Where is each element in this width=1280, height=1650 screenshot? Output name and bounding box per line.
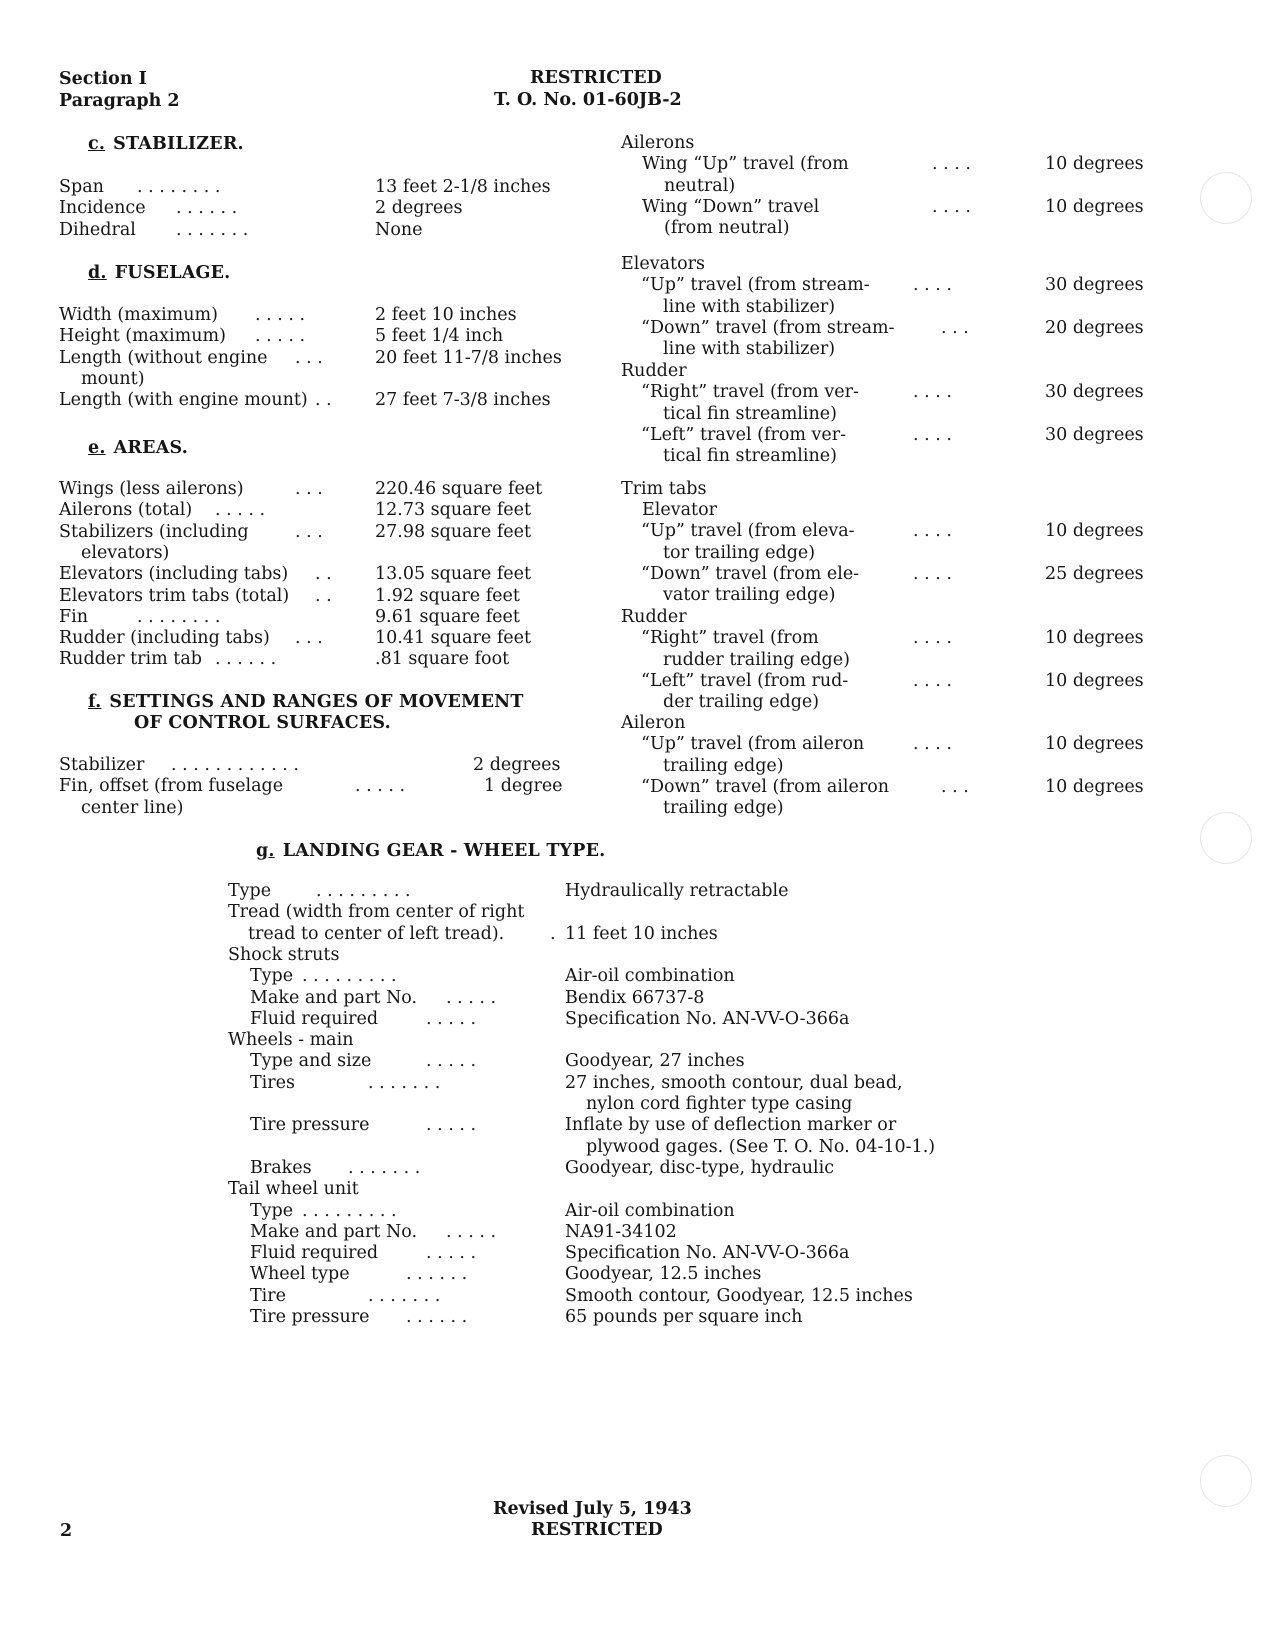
table-row [59,305,579,326]
table-row [641,521,1144,563]
leader-dots: . . . . [913,521,952,542]
leader-dots: . . . . . . . . . [316,881,411,901]
row-label: Wheel type [250,1264,350,1285]
leader-dots: . . . . [913,628,952,649]
row-value: 1.92 square feet [375,585,520,606]
row-value: Hydraulically retractable [565,881,789,901]
table-row [250,1051,990,1072]
table-row [641,734,1144,776]
to-number: T. O. No. 01-60JB-2 [494,90,682,110]
row-label: Wing “Up” travel (from [642,154,849,175]
row-label-continuation: line with stabilizer) [663,296,836,317]
leader-dots: . . . [941,776,969,797]
row-label-continuation: trailing edge) [663,798,784,819]
row-label-continuation: tical fin streamline) [663,403,837,424]
table-row [59,198,579,219]
row-value: Goodyear, 12.5 inches [565,1264,762,1285]
leader-dots: . . . . . . . [348,1157,421,1178]
table-row [250,1158,990,1179]
row-value: Specification No. AN-VV-O-366a [565,1243,850,1264]
row-value: 27.98 square feet [375,521,532,542]
page-number: 2 [60,1521,73,1541]
row-label: Span [59,177,104,197]
table-row [59,521,579,563]
row-label: Ailerons (total) [59,500,193,521]
leader-dots: . . . . . . . . . [302,1200,397,1221]
row-label: Elevators trim tabs (total) [59,585,290,606]
row-value-continuation: nylon cord fighter type casing [586,1093,853,1114]
table-row [250,1286,990,1307]
table-row [250,966,990,987]
leader-dots: . [550,923,556,944]
row-label: Make and part No. [250,987,418,1008]
row-label: Incidence [59,198,146,219]
row-label: Length (with engine mount) [59,390,308,411]
table-row [641,628,1144,670]
row-value-continuation: plywood gages. (See T. O. No. 04-10-1.) [586,1136,936,1157]
row-value: 20 degrees [1045,317,1144,338]
table-row [250,1264,990,1285]
row-label: Type [250,966,294,987]
row-label-continuation: tical fin streamline) [663,446,837,467]
punch-hole-mark [1200,812,1252,864]
table-row [59,564,579,585]
leader-dots: . . . . . [426,1243,477,1264]
row-value: 2 degrees [473,755,561,775]
row-label-continuation: (from neutral) [664,218,790,239]
row-value: Air-oil combination [565,1200,735,1221]
row-label: Length (without engine [59,347,268,368]
group-title: Rudder [621,361,687,381]
heading-title: LANDING GEAR - WHEEL TYPE. [282,841,606,861]
leader-dots: . . . . . [255,326,306,347]
group-title: Wheels - main [228,1030,354,1051]
row-value: 9.61 square feet [375,606,520,627]
table-row [59,776,579,818]
leader-dots: . . . . . [426,1115,477,1136]
table-row [250,988,990,1009]
leader-dots: . . . . . . [176,198,238,219]
row-label: Width (maximum) [59,305,218,325]
row-value: 2 feet 10 inches [375,305,517,325]
row-label: Rudder (including tabs) [59,628,270,649]
leader-dots: . . . . . . [215,649,277,670]
row-label: Type and size [250,1051,372,1072]
row-value: Goodyear, disc-type, hydraulic [565,1157,835,1178]
heading-title: FUSELAGE. [114,263,231,283]
group-title: Ailerons [621,133,695,153]
subgroup-title: Elevator [642,500,717,520]
group-title: Trim tabs [621,479,707,499]
classification-footer: RESTRICTED [531,1520,663,1540]
table-row [250,1115,990,1157]
row-label-continuation: line with stabilizer) [663,339,836,360]
row-value: 25 degrees [1045,563,1144,584]
leader-dots: . . [315,390,332,411]
row-value: Air-oil combination [565,966,735,987]
table-row [250,1243,990,1264]
leader-dots: . . . . . [355,776,406,797]
leader-dots: . . . . . . . [176,219,249,240]
row-label: “Left” travel (from rud- [641,670,849,691]
row-label-continuation: mount) [81,368,145,389]
paragraph-label: Paragraph 2 [59,91,180,111]
table-row [59,500,579,521]
row-value: 10 degrees [1045,734,1144,755]
heading-title: AREAS. [113,438,188,458]
table-row [250,1201,990,1222]
row-value: 5 feet 1/4 inch [375,326,504,347]
row-label: “Left” travel (from ver- [641,424,847,445]
row-value: 10 degrees [1045,521,1144,542]
row-value: NA91-34102 [565,1221,677,1242]
group-title: Elevators [621,254,705,274]
row-value: 10 degrees [1045,670,1144,691]
leader-dots: . . . . . [446,1221,497,1242]
leader-dots: . . . [295,521,323,542]
row-value: 10 degrees [1045,628,1144,649]
table-row [59,649,579,670]
revision-date: Revised July 5, 1943 [493,1499,692,1519]
table-row [59,347,579,389]
heading-letter: d. [88,263,107,283]
leader-dots: . . . . [913,563,952,584]
row-value: Goodyear, 27 inches [565,1051,745,1072]
table-row [59,755,579,776]
areas-heading [88,438,188,459]
row-value: 65 pounds per square inch [565,1307,803,1327]
row-label: Fin, offset (from fuselage [59,776,284,797]
leader-dots: . . . . [913,670,952,691]
leader-dots: . . . . . . . [368,1285,441,1306]
table-row [59,607,579,628]
row-label-continuation: tor trailing edge) [663,542,816,563]
table-row [641,563,1144,606]
row-label: Tread (width from center of right [228,902,525,923]
table-row [642,196,1144,239]
row-value: 10 degrees [1045,776,1144,797]
heading-title: STABILIZER. [113,134,244,154]
row-value: Bendix 66737-8 [565,987,705,1008]
row-label: Elevators (including tabs) [59,564,289,585]
settings-heading [88,692,524,713]
table-row [641,670,1144,713]
leader-dots: . . . . . . . . . . . . [171,755,299,775]
row-label: Fluid required [250,1243,379,1264]
row-value: Inflate by use of deflection marker or [565,1115,897,1136]
leader-dots: . . . . . . . . . [302,966,397,987]
table-row [59,326,579,347]
row-label-continuation: elevators) [81,542,170,563]
row-value: 10.41 square feet [375,628,532,649]
leader-dots: . . . [295,347,323,368]
row-value: 1 degree [484,776,563,797]
row-value: Specification No. AN-VV-O-366a [565,1008,850,1029]
row-value: 10 degrees [1045,196,1144,217]
row-value: 13.05 square feet [375,564,532,585]
leader-dots: . . [315,585,332,606]
heading-letter: g. [256,841,275,861]
stabilizer-heading [88,134,244,155]
table-row [250,1307,990,1328]
table-row [59,220,579,241]
table-row [250,1072,990,1114]
row-label: Dihedral [59,219,136,240]
row-label: Rudder trim tab [59,649,202,670]
table-row [641,776,1144,819]
classification-header: RESTRICTED [530,68,662,88]
row-label: Brakes [250,1157,312,1178]
row-label: Tire pressure [250,1307,370,1327]
table-row [641,317,1144,360]
table-row [250,1222,990,1243]
row-label-continuation: rudder trailing edge) [663,649,850,670]
row-value: .81 square foot [375,649,510,670]
table-row [59,586,579,607]
punch-hole-mark [1200,1455,1252,1507]
row-value: 220.46 square feet [375,479,543,499]
row-value: 30 degrees [1045,382,1144,403]
row-label: “Down” travel (from ele- [641,563,860,584]
row-label: “Up” travel (from aileron [641,734,865,755]
table-row [59,628,579,649]
table-row [641,424,1144,467]
row-label-continuation: center line) [81,797,184,818]
row-label: Tire [250,1285,286,1306]
leader-dots: . . [315,564,332,585]
row-value: 2 degrees [375,198,463,219]
subgroup-title: Aileron [621,713,686,733]
row-label: “Right” travel (from [641,628,819,649]
leader-dots: . . . . . . [406,1264,468,1285]
row-value: None [375,219,423,240]
table-row [250,1009,990,1030]
row-label-continuation: trailing edge) [663,755,784,776]
landing-gear-heading [256,841,605,862]
leader-dots: . . . . [932,196,971,217]
row-value: 13 feet 2-1/8 inches [375,177,551,197]
settings-heading-line2: OF CONTROL SURFACES. [134,713,391,733]
row-label: Type [250,1200,294,1221]
group-title: Shock struts [228,944,340,965]
leader-dots: . . . [295,479,323,499]
heading-letter: f. [88,692,102,712]
row-value: 11 feet 10 inches [565,923,718,944]
subgroup-title: Rudder [621,607,687,627]
heading-letter: e. [88,438,106,458]
leader-dots: . . . . [913,382,952,403]
table-row [228,881,988,902]
leader-dots: . . . . . . . [368,1072,441,1093]
row-label: Height (maximum) [59,326,226,347]
section-label: Section I [59,69,147,89]
leader-dots: . . . . [913,734,952,755]
leader-dots: . . . . . [215,500,266,521]
row-value: 30 degrees [1045,275,1144,296]
leader-dots: . . . . . [426,1051,477,1072]
leader-dots: . . . . . [255,305,306,325]
row-label: Fin [59,606,89,627]
row-label: “Down” travel (from stream- [641,317,895,338]
row-value: 27 inches, smooth contour, dual bead, [565,1072,903,1093]
row-value: 20 feet 11-7/8 inches [375,347,562,368]
row-label: “Up” travel (from stream- [641,275,870,296]
row-label: Make and part No. [250,1221,418,1242]
group-title: Tail wheel unit [228,1179,359,1200]
leader-dots: . . . [295,628,323,649]
table-row [642,154,1144,196]
row-label: Type [228,881,272,901]
leader-dots: . . . . [913,424,952,445]
heading-title-line1: SETTINGS AND RANGES OF MOVEMENT [109,692,524,712]
fuselage-heading [88,263,230,284]
row-label-continuation: tread to center of left tread). [248,923,505,944]
punch-hole-mark [1200,172,1252,224]
row-label: “Right” travel (from ver- [641,382,859,403]
leader-dots: . . . . . . . . [137,177,221,197]
row-label-continuation: vator trailing edge) [663,585,836,606]
leader-dots: . . . . . . . . [137,606,221,627]
row-value: 27 feet 7-3/8 inches [375,390,551,411]
table-row [59,390,579,411]
row-label: “Up” travel (from eleva- [641,521,855,542]
row-label: Wing “Down” travel [642,196,820,217]
row-label-continuation: neutral) [664,175,736,196]
row-label: Tires [250,1072,295,1093]
row-label: Fluid required [250,1008,379,1029]
leader-dots: . . . . [932,154,971,175]
table-row [59,479,579,500]
row-label: Stabilizer [59,755,145,775]
table-row [641,275,1144,317]
row-value: 30 degrees [1045,424,1144,445]
leader-dots: . . . . . [446,987,497,1008]
leader-dots: . . . . [913,275,952,296]
table-row [641,382,1144,424]
row-label: Wings (less ailerons) [59,479,244,499]
row-label: Stabilizers (including [59,521,249,542]
row-label-continuation: der trailing edge) [663,692,820,713]
row-label: Tire pressure [250,1115,370,1136]
table-row [59,177,579,198]
heading-letter: c. [88,134,106,154]
row-label: “Down” travel (from aileron [641,776,890,797]
row-value: Smooth contour, Goodyear, 12.5 inches [565,1285,913,1306]
leader-dots: . . . . . . [406,1307,468,1327]
leader-dots: . . . . . [426,1008,477,1029]
row-value: 10 degrees [1045,154,1144,175]
table-row [228,902,988,944]
leader-dots: . . . [941,317,969,338]
row-value: 12.73 square feet [375,500,532,521]
